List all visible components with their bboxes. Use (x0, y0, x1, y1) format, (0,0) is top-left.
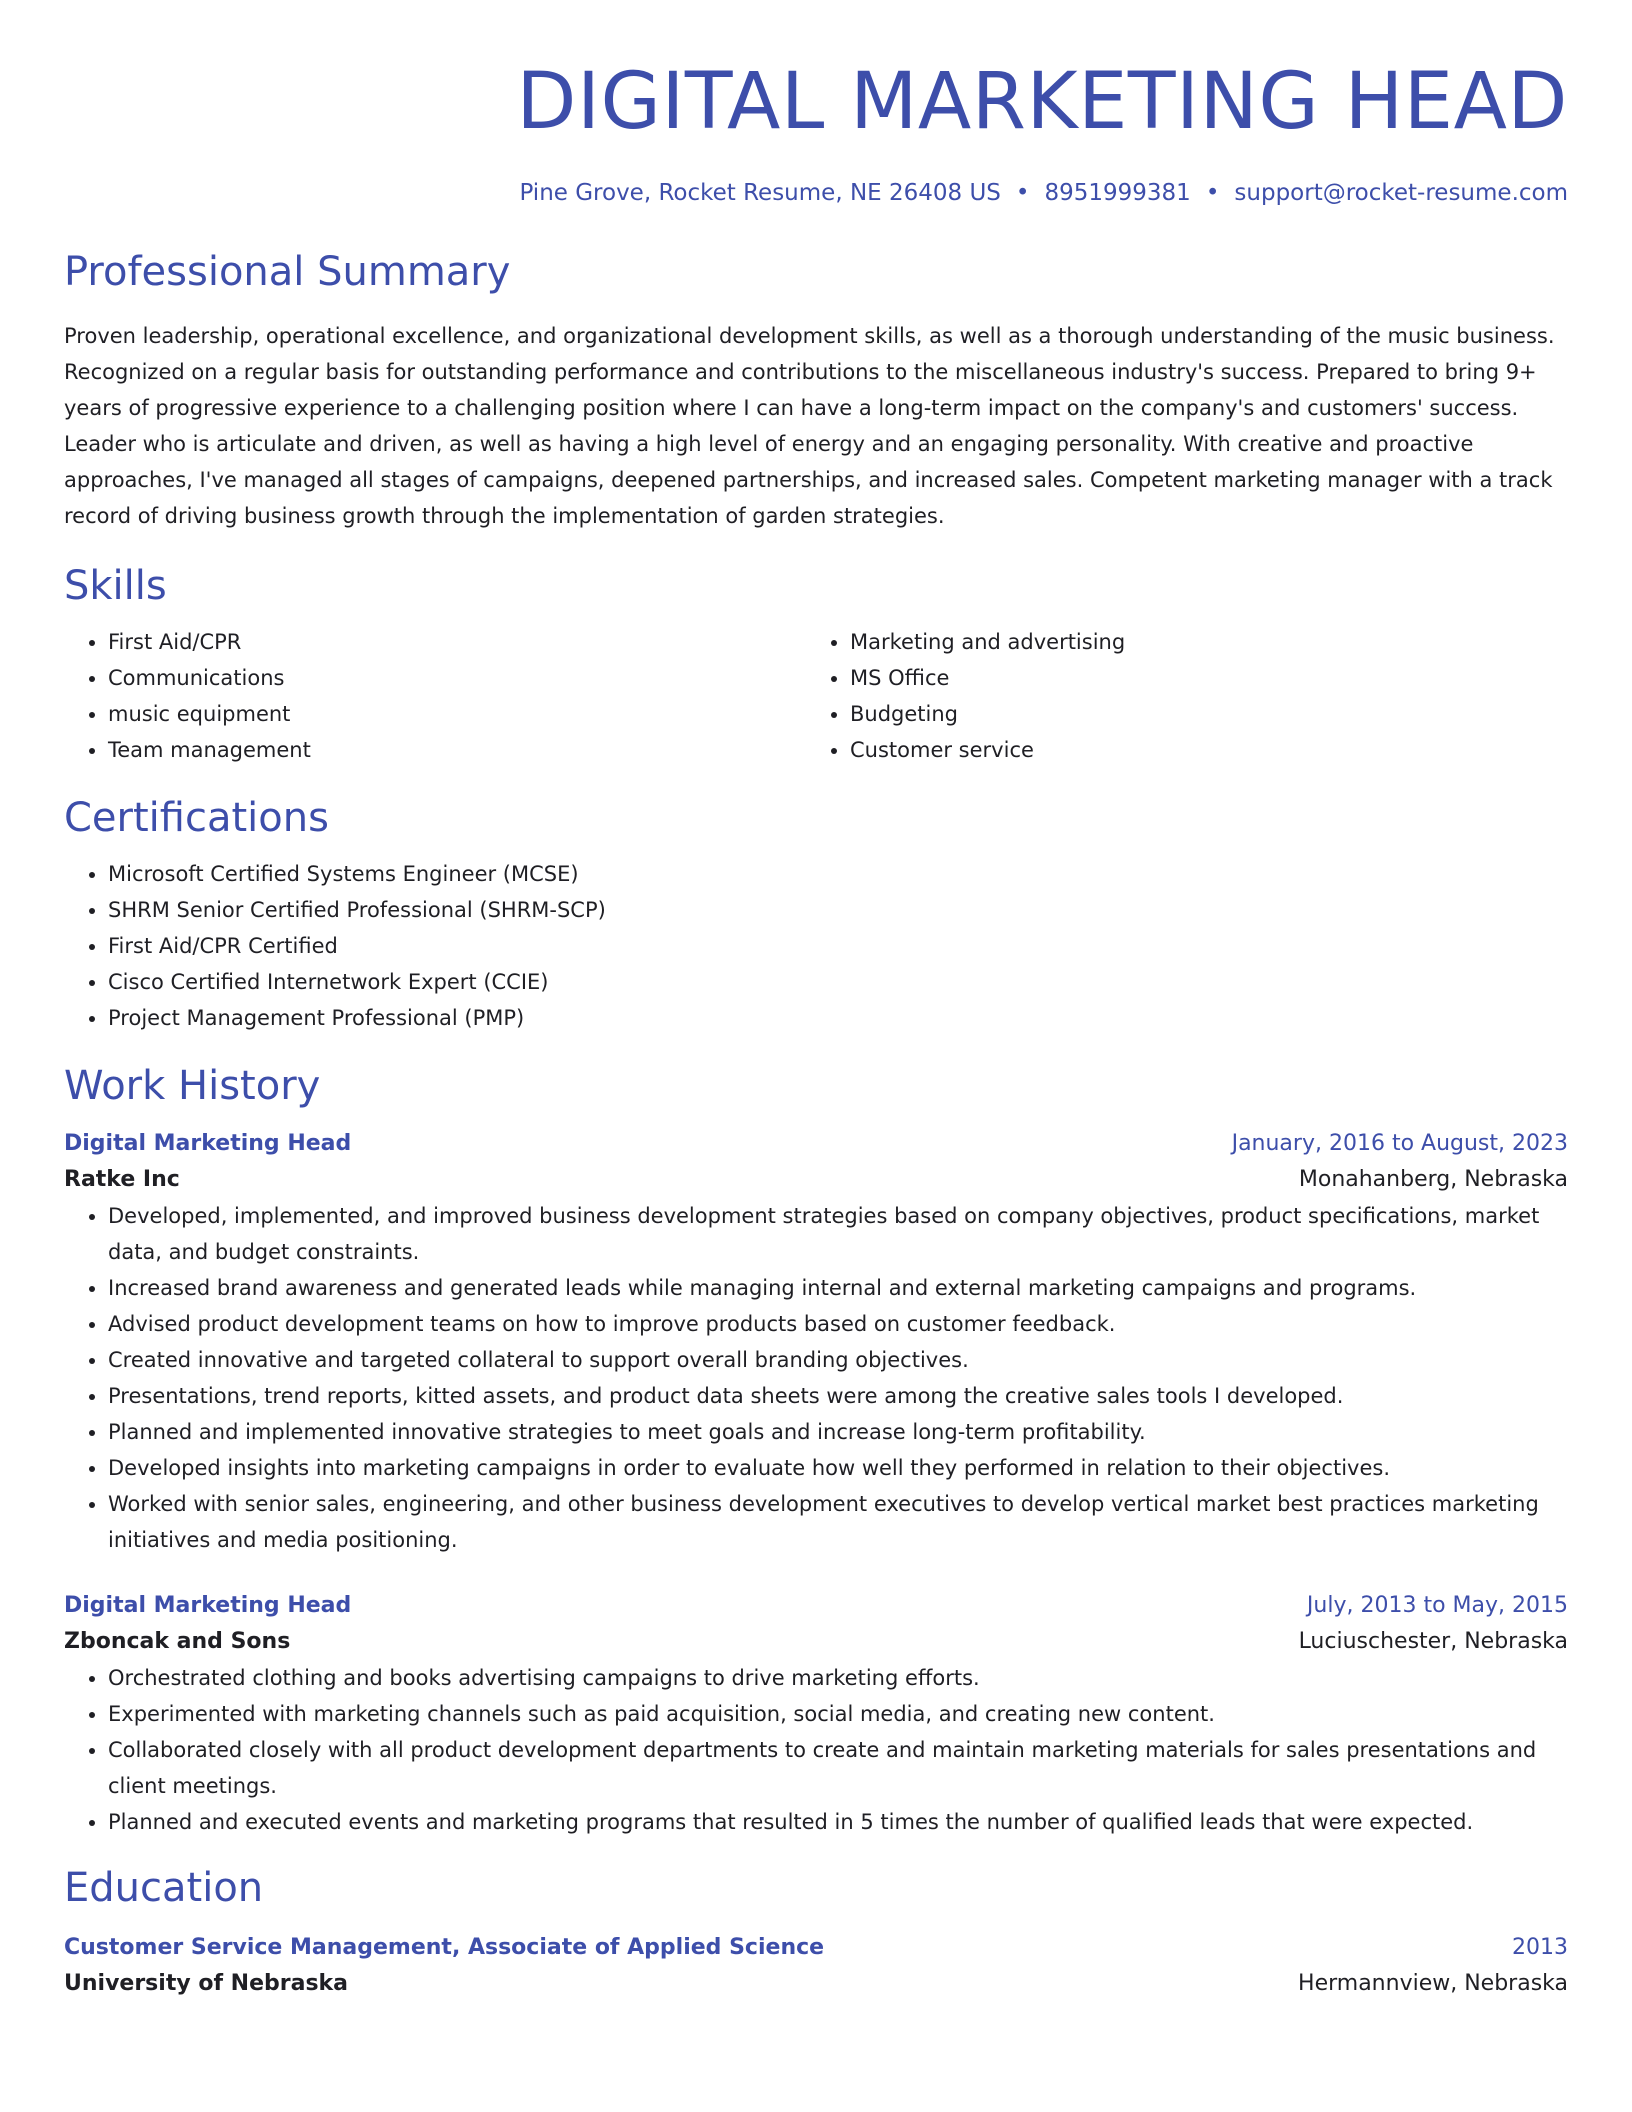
job-dates: January, 2016 to August, 2023 (1231, 1131, 1568, 1156)
education-section (64, 1862, 1568, 2002)
job-header (64, 1126, 1568, 1162)
job-location: Monahanberg, Nebraska (1298, 1167, 1568, 1192)
job-bullet: • Developed insights into marketing campaigns in order to evaluate how well they performed in relation to their objectives. (108, 1450, 1568, 1486)
contact-email[interactable]: support@rocket-resume.com (1234, 180, 1568, 206)
job-bullets (64, 1198, 1568, 1558)
contact-line (64, 178, 1568, 208)
job-bullet: • Experimented with marketing channels such as paid acquisition, social media, and creating new content. (108, 1696, 1568, 1732)
job-bullet: • Worked with senior sales, engineering, and other business development executives to develop vertical market best practices marketing initiatives and media positioning. (108, 1486, 1568, 1558)
skills-list-left (64, 624, 806, 768)
resume-title: DIGITAL MARKETING HEAD (516, 57, 1568, 147)
certification-item: • Microsoft Certified Systems Engineer (MCSE) (108, 856, 1568, 892)
skills-section (64, 560, 1568, 768)
education-entry (64, 1930, 1568, 2002)
education-year: 2013 (1512, 1935, 1568, 1960)
job-bullets (64, 1660, 1568, 1840)
job-entry (64, 1126, 1568, 1558)
skill-item: • First Aid/CPR (108, 624, 806, 660)
certifications-section (64, 792, 1568, 1036)
section-heading-certifications: Certifications (64, 795, 329, 841)
job-bullet: • Developed, implemented, and improved business development strategies based on company objectives, product specifications, market data, and budget constraints. (108, 1198, 1568, 1270)
separator-dot: • (1015, 180, 1030, 206)
job-bullet: • Created innovative and targeted collateral to support overall branding objectives. (108, 1342, 1568, 1378)
education-location: Hermannview, Nebraska (1298, 1971, 1568, 1996)
section-heading-work-history: Work History (64, 1063, 321, 1109)
job-bullet: • Increased brand awareness and generated leads while managing internal and external marketing campaigns and programs. (108, 1270, 1568, 1306)
summary-section (64, 246, 1568, 534)
education-subheader (64, 1966, 1568, 2002)
section-heading-summary: Professional Summary (64, 249, 511, 295)
work-history-section (64, 1060, 1568, 1840)
certification-item: • Cisco Certified Internetwork Expert (CCIE) (108, 964, 1568, 1000)
job-entry (64, 1588, 1568, 1840)
job-title: Digital Marketing Head (64, 1593, 352, 1618)
skill-item: • Marketing and advertising (850, 624, 1548, 660)
contact-address: Pine Grove, Rocket Resume, NE 26408 US (519, 180, 1001, 206)
contact-phone: 8951999381 (1044, 180, 1191, 206)
job-header (64, 1588, 1568, 1624)
skill-item: • music equipment (108, 696, 806, 732)
skill-item: • MS Office (850, 660, 1548, 696)
job-bullet: • Presentations, trend reports, kitted assets, and product data sheets were among the creative sales tools I developed. (108, 1378, 1568, 1414)
job-title: Digital Marketing Head (64, 1131, 352, 1156)
job-subheader (64, 1624, 1568, 1660)
skill-item: • Communications (108, 660, 806, 696)
section-heading-education: Education (64, 1865, 264, 1911)
job-bullet: • Advised product development teams on how to improve products based on customer feedback. (108, 1306, 1568, 1342)
job-company: Ratke Inc (64, 1167, 180, 1192)
job-location: Luciuschester, Nebraska (1298, 1629, 1568, 1654)
certification-item: • SHRM Senior Certified Professional (SHRM-SCP) (108, 892, 1568, 928)
certification-item: • First Aid/CPR Certified (108, 928, 1568, 964)
education-header (64, 1930, 1568, 1966)
job-company: Zboncak and Sons (64, 1629, 291, 1654)
skills-grid (64, 624, 1568, 768)
job-bullet: • Collaborated closely with all product development departments to create and maintain marketing materials for sales presentations and client meetings. (108, 1732, 1568, 1804)
skill-item: • Team management (108, 732, 806, 768)
education-school: University of Nebraska (64, 1971, 349, 1996)
job-bullet: • Planned and executed events and marketing programs that resulted in 5 times the number of qualified leads that were expected. (108, 1804, 1568, 1840)
skill-item: • Budgeting (850, 696, 1548, 732)
skills-list-right (806, 624, 1548, 768)
job-subheader (64, 1162, 1568, 1198)
summary-text: Proven leadership, operational excellence, and organizational development skills, as well as a thorough understanding of the music business. Recognized on a regular basis for outstanding performance and contributions to the miscellaneous industry's success. Prepared to bring 9+ years of progressive experience to a challenging position where I can have a long-term impact on the company's and customers' success. Leader who is articulate and driven, as well as having a high level of energy and an engaging personality. With creative and proactive approaches, I've managed all stages of campaigns, deepened partnerships, and increased sales. Competent marketing manager with a track record of driving business growth through the implementation of garden strategies. (64, 324, 1555, 528)
job-bullet: • Orchestrated clothing and books advertising campaigns to drive marketing efforts. (108, 1660, 1568, 1696)
skill-item: • Customer service (850, 732, 1548, 768)
separator-dot: • (1205, 180, 1220, 206)
education-degree: Customer Service Management, Associate of Applied Science (64, 1935, 825, 1960)
section-heading-skills: Skills (64, 563, 167, 609)
job-dates: July, 2013 to May, 2015 (1306, 1593, 1568, 1618)
certification-item: • Project Management Professional (PMP) (108, 1000, 1568, 1036)
job-bullet: • Planned and implemented innovative strategies to meet goals and increase long-term profitability. (108, 1414, 1568, 1450)
certifications-list (64, 856, 1568, 1036)
